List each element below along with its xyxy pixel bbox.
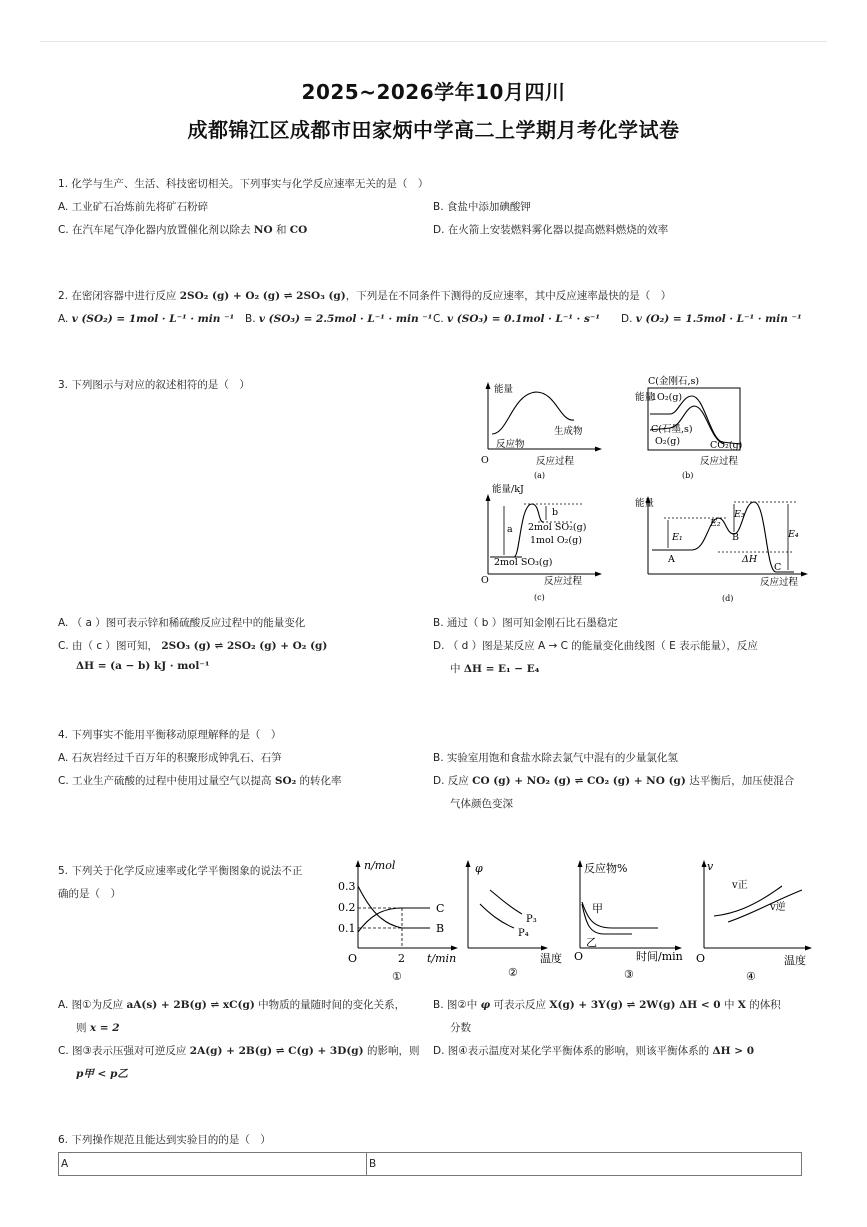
q4-option-c[interactable] [58,774,342,788]
q5-stem-line2: 确的是（ ） [58,888,121,900]
caption-1: ① [392,970,402,983]
q5-option-a[interactable] [58,998,405,1012]
label-vni: v逆 [770,902,786,913]
label-o2-bottom: O₂(g) [655,436,681,447]
q3-option-a[interactable]: A. （ a ）图可表示锌和稀硫酸反应过程中的能量变化 [58,617,306,629]
label-graphite: C(石墨,s) [651,424,693,435]
label-lower: 2mol SO₃(g) [494,557,553,568]
q2-stem-pre: 2. 在密闭容器中进行反应 [58,290,177,302]
label-top: C(金刚石,s) [648,376,700,387]
q2-stem-post: ，下列是在不同条件下测得的反应速率，其中反应速率最快的是（ ） [345,290,672,302]
caption-a: (a) [534,471,546,480]
q5-option-d[interactable] [433,1044,754,1058]
q6-stem: 6. 下列操作规范且能达到实验目的的是（ ） [58,1134,271,1146]
q5-option-b-end: 的体积 [749,999,781,1011]
label-e2: E₂ [710,518,721,529]
arrow-icon [541,946,548,951]
arrow-icon [801,572,808,577]
label-product: 生成物 [554,426,583,437]
q2-option-a-formula: v (SO₂) = 1mol · L⁻¹ · min ⁻¹ [71,313,235,325]
q3-figure [478,372,818,608]
q2-option-d-formula: v (O₂) = 1.5mol · L⁻¹ · min ⁻¹ [635,313,802,325]
tick-01: 0.1 [338,922,356,935]
q3-option-c-pre: C. 由（ c ）图可知， [58,640,158,652]
q5-option-b-post: 中 [723,999,735,1011]
q2-option-b-formula: v (SO₃) = 2.5mol · L⁻¹ · min ⁻¹ [258,313,433,325]
label-ylabel: 能量 [635,392,655,403]
label-p4: P₄ [518,928,529,939]
label-b: B [436,922,445,935]
label-ylabel: v [707,860,714,873]
q2-option-c[interactable] [433,312,600,326]
q1-option-b[interactable]: B. 食盐中添加碘酸钾 [433,201,531,213]
q3-figure-b [635,375,742,480]
caption-b: (b) [682,471,694,480]
label-co2: CO₂(g) [710,440,743,451]
q6-table-header-b[interactable]: B [369,1158,377,1170]
label-xlabel: 反应过程 [760,577,799,588]
arrow-icon [595,447,602,452]
q5-graph-4 [696,860,812,983]
label-origin: O [348,952,358,965]
q2-option-b[interactable] [245,312,432,326]
label-ylabel: 能量 [494,384,514,395]
q5-option-b-mid: 可表示反应 [493,999,546,1011]
label-b: B [732,532,739,543]
label-yi: 乙 [586,936,597,949]
q4-option-d-post: 达平衡后，加压使混合 [689,775,795,787]
label-xlabel: 反应过程 [536,456,575,467]
caption-d: (d) [722,594,734,603]
q1-option-c-text: C. 在汽车尾气净化器内放置催化剂以除去 [58,224,251,236]
q5-option-b-phi: φ [480,999,491,1011]
label-e3: E₃ [734,509,745,520]
curve-b [358,886,430,928]
arrow-icon [466,860,471,867]
q6-table-header-a[interactable]: A [59,1153,367,1175]
q3-option-c-line2: ΔH = (a − b) kJ · mol⁻¹ [76,660,210,672]
label-xlabel: 温度 [540,952,562,965]
arrow-icon [486,494,491,501]
q5-option-a-line2-pre: 则 [76,1022,87,1034]
q5-graph-3 [574,860,683,981]
label-a: A [668,554,675,565]
q3-figure-a [481,382,602,480]
q1-stem: 1. 化学与生产、生活、科技密切相关。下列事实与化学反应速率无关的是（ ） [58,178,429,190]
label-e1: E₁ [672,532,683,543]
label-origin: O [574,950,584,963]
q3-option-d[interactable]: D. （ d ）图是某反应 A → C 的能量变化曲线图（ E 表示能量），反应 [433,640,758,652]
label-xlabel: 温度 [784,954,806,967]
label-c: C [436,902,445,915]
q4-option-d[interactable] [433,774,794,788]
q5-option-b-eq: X(g) + 3Y(g) ⇌ 2W(g) ΔH < 0 [549,999,721,1011]
arrow-icon [356,860,361,867]
label-xlabel: t/min [427,952,457,965]
q1-option-c-no: NO [253,224,273,236]
q5-option-a-line2-eq: x = 2 [89,1022,120,1034]
q5-option-c-eq: 2A(g) + 2B(g) ⇌ C(g) + 3D(g) [189,1045,364,1057]
arrow-icon [451,946,458,951]
q1-option-a[interactable]: A. 工业矿石冶炼前先将矿石粉碎 [58,201,209,213]
q4-option-d-line2: 气体颜色变深 [450,798,513,810]
q2-option-d-label: D. [621,313,633,325]
q3-figure-d [635,496,808,603]
q4-option-d-pre: D. 反应 [433,775,469,787]
q2-option-c-label: C. [433,313,444,325]
q5-figure [332,852,817,990]
q4-option-c-pre: C. 工业生产硫酸的过程中使用过量空气以提高 [58,775,272,787]
q3-figure-c [481,483,602,602]
q2-option-d[interactable] [621,312,802,326]
q3-option-d-line2 [450,662,539,676]
label-ylabel: 能量 [635,498,655,509]
q4-option-c-so2: SO₂ [274,775,297,787]
q5-option-b-x: X [737,999,746,1011]
label-c: C [774,562,782,573]
top-divider [40,41,827,42]
q4-option-c-post: 的转化率 [299,775,342,787]
q2-stem [58,289,671,303]
q2-option-c-formula: v (SO₃) = 0.1mol · L⁻¹ · s⁻¹ [447,313,601,325]
curve-vni [728,890,802,922]
curve-p4 [480,904,514,928]
q2-option-a[interactable] [58,312,234,326]
q4-option-b[interactable]: B. 实验室用饱和食盐水除去氯气中混有的少量氯化氢 [433,752,678,764]
q5-option-a-post: 中物质的量随时间的变化关系， [258,999,406,1011]
label-ylabel: 能量/kJ [492,484,524,495]
q5-option-a-pre: A. 图①为反应 [58,999,124,1011]
caption-c: (c) [534,593,545,602]
tick-x2: 2 [398,952,405,965]
label-vzheng: v正 [732,880,748,891]
caption-4: ④ [746,970,756,983]
q3-option-c-eq: 2SO₃ (g) ⇌ 2SO₂ (g) + O₂ (g) [161,640,328,652]
page-title-line1: 2025~2026学年10月四川 [301,80,566,104]
label-origin: O [481,575,489,586]
label-upper2: 1mol O₂(g) [530,535,582,546]
label-origin: O [696,952,706,965]
q5-option-c-pre: C. 图③表示压强对可逆反应 [58,1045,187,1057]
q5-option-b-pre: B. 图②中 [433,999,478,1011]
label-xlabel: 反应过程 [544,576,583,587]
q4-option-a[interactable]: A. 石灰岩经过千百万年的积聚形成钟乳石、石笋 [58,752,282,764]
q5-option-c-line2: p甲 < p乙 [76,1068,128,1080]
arrow-icon [578,860,583,867]
q5-option-d-eq: ΔH > 0 [712,1045,755,1057]
q2-option-b-label: B. [245,313,256,325]
q1-option-c-co: CO [289,224,308,236]
label-ylabel: 反应物% [584,862,628,875]
q3-stem: 3. 下列图示与对应的叙述相符的是（ ） [58,379,250,391]
q5-option-a-line2 [76,1021,120,1035]
label-ylabel: φ [475,862,483,875]
label-p3: P₃ [526,914,537,925]
label-xlabel: 时间/min [636,950,683,963]
q2-option-a-label: A. [58,313,69,325]
label-e4: E₄ [788,529,799,540]
q3-option-d-line2-pre: 中 [450,663,461,675]
page-title-line2: 成都锦江区成都市田家炳中学高二上学期月考化学试卷 [187,118,680,142]
arrow-icon [595,572,602,577]
q1-option-d[interactable]: D. 在火箭上安装燃料雾化器以提高燃料燃烧的效率 [433,224,669,236]
q5-option-d-pre: D. 图④表示温度对某化学平衡体系的影响，则该平衡体系的 [433,1045,710,1057]
q5-option-c[interactable] [58,1044,419,1058]
label-jia: 甲 [592,902,603,915]
caption-2: ② [508,966,518,979]
q3-option-c[interactable] [58,639,327,653]
label-origin: O [481,455,489,466]
arrow-icon [805,946,812,951]
label-xlabel: 反应过程 [700,456,739,467]
label-o2-top: 1O₂(g) [651,392,683,403]
label-a: a [507,524,513,535]
q5-graph-2 [466,860,563,979]
q4-stem: 4. 下列事实不能用平衡移动原理解释的是（ ） [58,729,282,741]
caption-3: ③ [624,968,634,981]
q5-graph-1 [338,859,458,983]
q4-option-d-eq: CO (g) + NO₂ (g) ⇌ CO₂ (g) + NO (g) [472,775,686,787]
q6-table [58,1152,802,1176]
label-ylabel: n/mol [364,859,396,872]
q3-option-d-line2-eq: ΔH = E₁ − E₄ [463,663,540,675]
label-b: b [552,507,559,518]
q1-option-c[interactable] [58,223,307,237]
arrow-icon [702,860,707,867]
q1-option-c-and: 和 [275,224,287,236]
q5-stem-line1: 5. 下列关于化学反应速率或化学平衡图象的说法不正 [58,865,303,877]
tick-03: 0.3 [338,880,356,893]
label-dh: ΔH [742,554,758,565]
q5-option-b[interactable] [433,998,781,1012]
label-reactant: 反应物 [496,439,525,450]
q5-option-c-post: 的影响，则 [366,1045,420,1057]
q5-option-a-eq: aA(s) + 2B(g) ⇌ xC(g) [126,999,255,1011]
q2-reaction: 2SO₂ (g) + O₂ (g) ⇌ 2SO₃ (g) [179,290,346,302]
arrow-icon [486,382,491,389]
label-upper1: 2mol SO₂(g) [528,522,587,533]
curve-p3 [490,890,522,914]
tick-02: 0.2 [338,901,356,914]
q5-option-b-line2: 分数 [450,1022,471,1034]
q3-option-b[interactable]: B. 通过（ b ）图可知金刚石比石墨稳定 [433,617,618,629]
